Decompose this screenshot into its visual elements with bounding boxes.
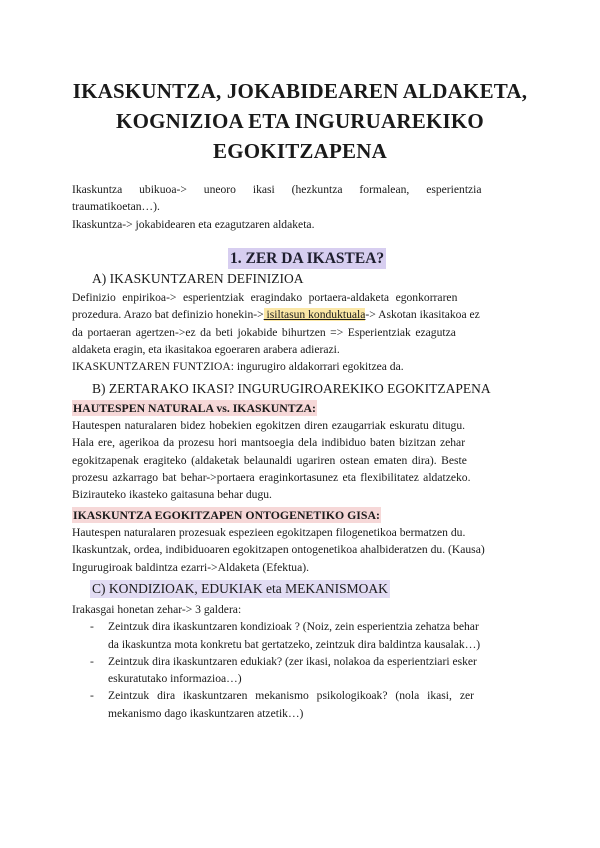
definition-paragraph [72,289,528,375]
list-item-line: da ikaskuntza mota konkretu bat gertatzeko, zeintzuk dira baldintza kausalak…) [108,637,481,651]
paragraph-line: Hala ere, agerikoa da prozesu hori mantsoegia dela indibiduo baten bizitzan zehar [72,436,466,450]
dash-bullet: - [90,620,94,634]
section-heading-1: 1. ZER DA IKASTEA? [230,250,385,267]
subheading-b: B) ZERTARAKO IKASI? INGURUGIROAREKIKO EGOKITZAPENA [92,381,491,396]
intro-line [72,181,528,198]
list-item-line: Zeintzuk dira ikaskuntzaren kondizioak ? (Noiz, zein esperientzia zehatza behar [108,620,479,634]
title-line: KOGNIZIOA ETA INGURUAREKIKO [116,109,484,133]
subheading-natural-selection: HAUTESPEN NATURALA vs. IKASKUNTZA: [73,401,316,415]
highlighted-term: isiltasun konduktuala [263,308,366,322]
title-line: IKASKUNTZA, JOKABIDEAREN ALDAKETA, [72,79,528,103]
natural-selection-paragraph [72,417,528,503]
list-item [72,618,528,653]
dash-bullet: - [90,654,94,668]
conditions-section [72,601,528,722]
paragraph-line: Bizirauteko ikasteko gaitasuna behar dugu. [72,488,272,502]
dash-bullet: - [90,689,94,703]
title-line: EGOKITZAPENA [213,139,387,163]
list-item-line: mekanismo dago ikaskuntzaren atzetik…) [108,706,304,720]
paragraph-line: prozesu azkarrago bat behar->portaera eraginkortasunez eta flexibilitatez aldatzeko. [72,470,471,484]
paragraph-line: da portaeran agertzen->ez da beti jokabide bihurtzen => Esperientziak ezagutza [72,325,456,339]
list-item-line: Zeintzuk dira ikaskuntzaren edukiak? (zer ikasi, nolakoa da esperientziari esker [108,654,477,668]
paragraph-line: IKASKUNTZAREN FUNTZIOA: ingurugiro aldakorrari egokitzea da. [72,360,404,374]
paragraph-line: Hautespen naturalaren prozesuak espezieen egokitzapen filogenetikoa bermatzen du. [72,526,466,539]
list-item-line: Zeintzuk dira ikaskuntzaren mekanismo psikologikoak? (nola ikasi, zer [108,689,474,703]
conditions-intro: Irakasgai honetan zehar-> 3 galdera: [72,603,242,616]
question-list [72,618,528,722]
text-span: prozedura. Arazo bat definizio honekin-> [72,308,264,322]
intro-line: traumatikoetan…). [72,200,160,214]
paragraph-line: egokitzapenak eragiteko (aldaketak belaunaldi ugariren ostean ematen dira). Beste [72,453,467,467]
ontogenetic-paragraph [72,524,528,576]
subheading-ontogenetic: IKASKUNTZA EGOKITZAPEN ONTOGENETIKO GISA: [73,508,380,522]
list-item [72,653,528,688]
paragraph-line: Ingurugiroak baldintza ezarri->Aldaketa (Efektua). [72,560,310,574]
intro-text: Ikaskuntza ubikuoa-> uneoro ikasi (hezkuntza formalean, esperientzia [72,183,482,196]
list-item [72,687,528,722]
intro-line: Ikaskuntza-> jokabidearen eta ezagutzaren aldaketa. [72,217,315,231]
list-item-line: eskuratutako informazioa…) [108,672,242,686]
document-title [40,76,560,166]
intro-paragraph [72,181,528,233]
paragraph-line: Hautespen naturalaren bidez hobekien egokitzen diren ezaugarriak eskuratu ditugu. [72,419,466,432]
paragraph-line: aldaketa eragin, eta ikasitakoa egoeraren arabera adierazi. [72,342,340,356]
paragraph-line: Ikaskuntzak, ordea, indibiduoaren egokitzapen ontogenetikoa ahalbideratzen du. (Kausa) [72,543,485,557]
subheading-c: C) KONDIZIOAK, EDUKIAK eta MEKANISMOAK [92,581,388,596]
subheading-a: A) IKASKUNTZAREN DEFINIZIOA [92,271,304,286]
text-span: -> Askotan ikasitakoa ez [365,308,480,322]
paragraph-line [72,306,528,323]
paragraph-line: Definizio enpirikoa-> esperientziak eragindako portaera-aldaketa egonkorraren [72,291,458,304]
